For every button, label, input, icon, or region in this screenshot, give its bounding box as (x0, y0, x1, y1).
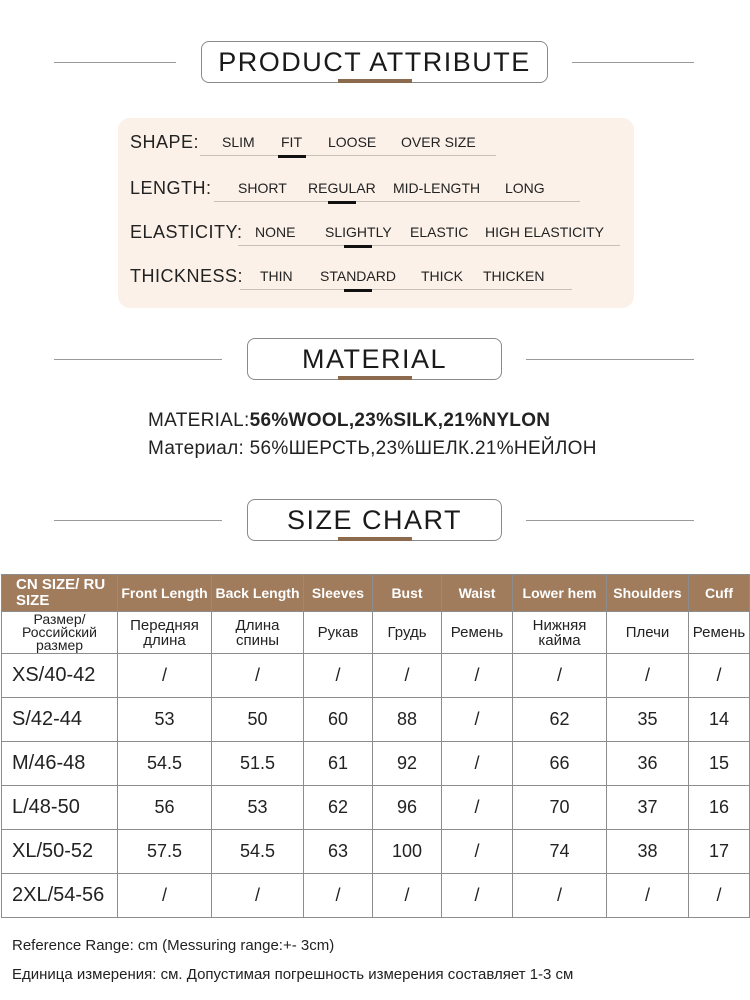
header-cell: Плечи (607, 612, 689, 654)
measurement-cell: / (442, 698, 513, 742)
material-label: MATERIAL: (148, 410, 250, 431)
size-table (1, 574, 750, 918)
table-row (2, 742, 750, 786)
header-cell: Bust (373, 575, 442, 612)
attribute-option: LONG (505, 180, 545, 196)
header-cell: Back Length (212, 575, 304, 612)
measurement-cell: 37 (607, 786, 689, 830)
header-cell: Размер/ Российский размер (2, 612, 118, 654)
accent-bar (338, 376, 412, 380)
measurement-cell: / (442, 654, 513, 698)
measurement-cell: / (513, 874, 607, 918)
attribute-baseline (214, 201, 580, 202)
measurement-cell: / (373, 654, 442, 698)
attribute-option-selected: STANDARD (320, 268, 396, 284)
measurement-cell: 88 (373, 698, 442, 742)
attribute-option: ELASTIC (410, 224, 469, 240)
measurement-cell: / (607, 654, 689, 698)
measurement-cell: / (212, 654, 304, 698)
product-attribute-header (0, 41, 750, 91)
table-header-en (2, 575, 750, 612)
size-label-cell: M/46-48 (2, 742, 118, 786)
size-label-cell: S/42-44 (2, 698, 118, 742)
measurement-cell: / (689, 874, 750, 918)
divider-line (54, 359, 222, 360)
attribute-option: LOOSE (328, 134, 377, 150)
measurement-cell: / (513, 654, 607, 698)
material-header (0, 338, 750, 388)
attribute-option: MID-LENGTH (393, 180, 481, 196)
header-cell: Рукав (304, 612, 373, 654)
header-cell: Sleeves (304, 575, 373, 612)
size-label-cell: L/48-50 (2, 786, 118, 830)
measurement-cell: 35 (607, 698, 689, 742)
attribute-option: THICK (421, 268, 463, 284)
measurement-cell: 53 (118, 698, 212, 742)
measurement-cell: 56 (118, 786, 212, 830)
measurement-cell: / (304, 874, 373, 918)
material-value: 56%ШЕРСТЬ,23%ШЕЛК.21%НЕЙЛОН (249, 438, 597, 459)
measurement-cell: 57.5 (118, 830, 212, 874)
header-cell: Длина спины (212, 612, 304, 654)
table-row (2, 874, 750, 918)
measurement-cell: / (607, 874, 689, 918)
attribute-label: ELASTICITY: (130, 222, 243, 242)
measurement-cell: / (212, 874, 304, 918)
measurement-cell: 14 (689, 698, 750, 742)
header-cell: Ремень (442, 612, 513, 654)
measurement-cell: / (373, 874, 442, 918)
header-cell: Cuff (689, 575, 750, 612)
header-cell: Shoulders (607, 575, 689, 612)
accent-bar (338, 537, 412, 541)
section-title: MATERIAL (247, 338, 502, 380)
measurement-cell: 60 (304, 698, 373, 742)
divider-line (526, 359, 694, 360)
material-value: 56%WOOL,23%SILK,21%NYLON (249, 410, 551, 431)
measurement-cell: 36 (607, 742, 689, 786)
measurement-cell: 61 (304, 742, 373, 786)
header-cell: CN SIZE/ RU SIZE (2, 575, 118, 612)
attribute-baseline (238, 245, 620, 246)
header-cell: Waist (442, 575, 513, 612)
attribute-option: OVER SIZE (401, 134, 476, 150)
material-en (148, 410, 550, 432)
attribute-baseline (200, 155, 496, 156)
measurement-cell: 17 (689, 830, 750, 874)
size-label-cell: XS/40-42 (2, 654, 118, 698)
attribute-row-length (118, 168, 634, 208)
measurement-cell: 15 (689, 742, 750, 786)
size-chart-header (0, 499, 750, 549)
attribute-option-selected: REGULAR (308, 180, 376, 196)
divider-line (526, 520, 694, 521)
measurement-cell: 50 (212, 698, 304, 742)
measurement-cell: / (304, 654, 373, 698)
header-cell: Передняя длина (118, 612, 212, 654)
divider-line (54, 62, 176, 63)
measurement-cell: 66 (513, 742, 607, 786)
header-cell: Front Length (118, 575, 212, 612)
material-ru (148, 438, 597, 460)
measurement-cell: 92 (373, 742, 442, 786)
section-title: PRODUCT ATTRIBUTE (201, 41, 548, 83)
attribute-option: HIGH ELASTICITY (485, 224, 605, 240)
header-cell: Ремень (689, 612, 750, 654)
measurement-cell: 96 (373, 786, 442, 830)
measurement-cell: 62 (513, 698, 607, 742)
size-rows (2, 654, 750, 918)
attribute-option-selected: FIT (281, 134, 302, 150)
measurement-cell: 53 (212, 786, 304, 830)
attribute-option: SLIM (222, 134, 255, 150)
attribute-label: THICKNESS: (130, 266, 244, 286)
attribute-option: THIN (260, 268, 293, 284)
attribute-row-thickness (118, 256, 634, 296)
footnote-ru: Единица измерения: см. Допустимая погрешность измерения составляет 1-3 см (12, 966, 574, 983)
table-row (2, 830, 750, 874)
measurement-cell: 100 (373, 830, 442, 874)
table-row (2, 654, 750, 698)
table-row (2, 698, 750, 742)
divider-line (572, 62, 694, 63)
measurement-cell: / (118, 874, 212, 918)
material-label: Материал: (148, 438, 245, 459)
measurement-cell: 16 (689, 786, 750, 830)
attribute-option: THICKEN (483, 268, 545, 284)
measurement-cell: / (442, 786, 513, 830)
table-header-ru (2, 612, 750, 654)
attribute-option-selected: SLIGHTLY (325, 224, 392, 240)
measurement-cell: / (118, 654, 212, 698)
measurement-cell: 70 (513, 786, 607, 830)
accent-bar (338, 79, 412, 83)
attribute-row-elasticity (118, 212, 634, 252)
header-cell: Lower hem (513, 575, 607, 612)
attribute-option: SHORT (238, 180, 287, 196)
footnote-en: Reference Range: cm (Messuring range:+- 3cm) (12, 937, 335, 954)
attribute-row-shape (118, 122, 634, 162)
size-label-cell: 2XL/54-56 (2, 874, 118, 918)
measurement-cell: / (689, 654, 750, 698)
measurement-cell: / (442, 830, 513, 874)
attribute-label: SHAPE: (130, 132, 200, 152)
size-label-cell: XL/50-52 (2, 830, 118, 874)
table-row (2, 786, 750, 830)
header-cell: Грудь (373, 612, 442, 654)
measurement-cell: 54.5 (212, 830, 304, 874)
attribute-baseline (240, 289, 572, 290)
section-title: SIZE CHART (247, 499, 502, 541)
measurement-cell: / (442, 742, 513, 786)
attribute-option: NONE (255, 224, 296, 240)
measurement-cell: / (442, 874, 513, 918)
measurement-cell: 38 (607, 830, 689, 874)
attribute-panel (118, 118, 634, 308)
measurement-cell: 62 (304, 786, 373, 830)
measurement-cell: 63 (304, 830, 373, 874)
measurement-cell: 54.5 (118, 742, 212, 786)
divider-line (54, 520, 222, 521)
measurement-cell: 51.5 (212, 742, 304, 786)
attribute-label: LENGTH: (130, 178, 212, 198)
header-cell: Нижняя кайма (513, 612, 607, 654)
measurement-cell: 74 (513, 830, 607, 874)
